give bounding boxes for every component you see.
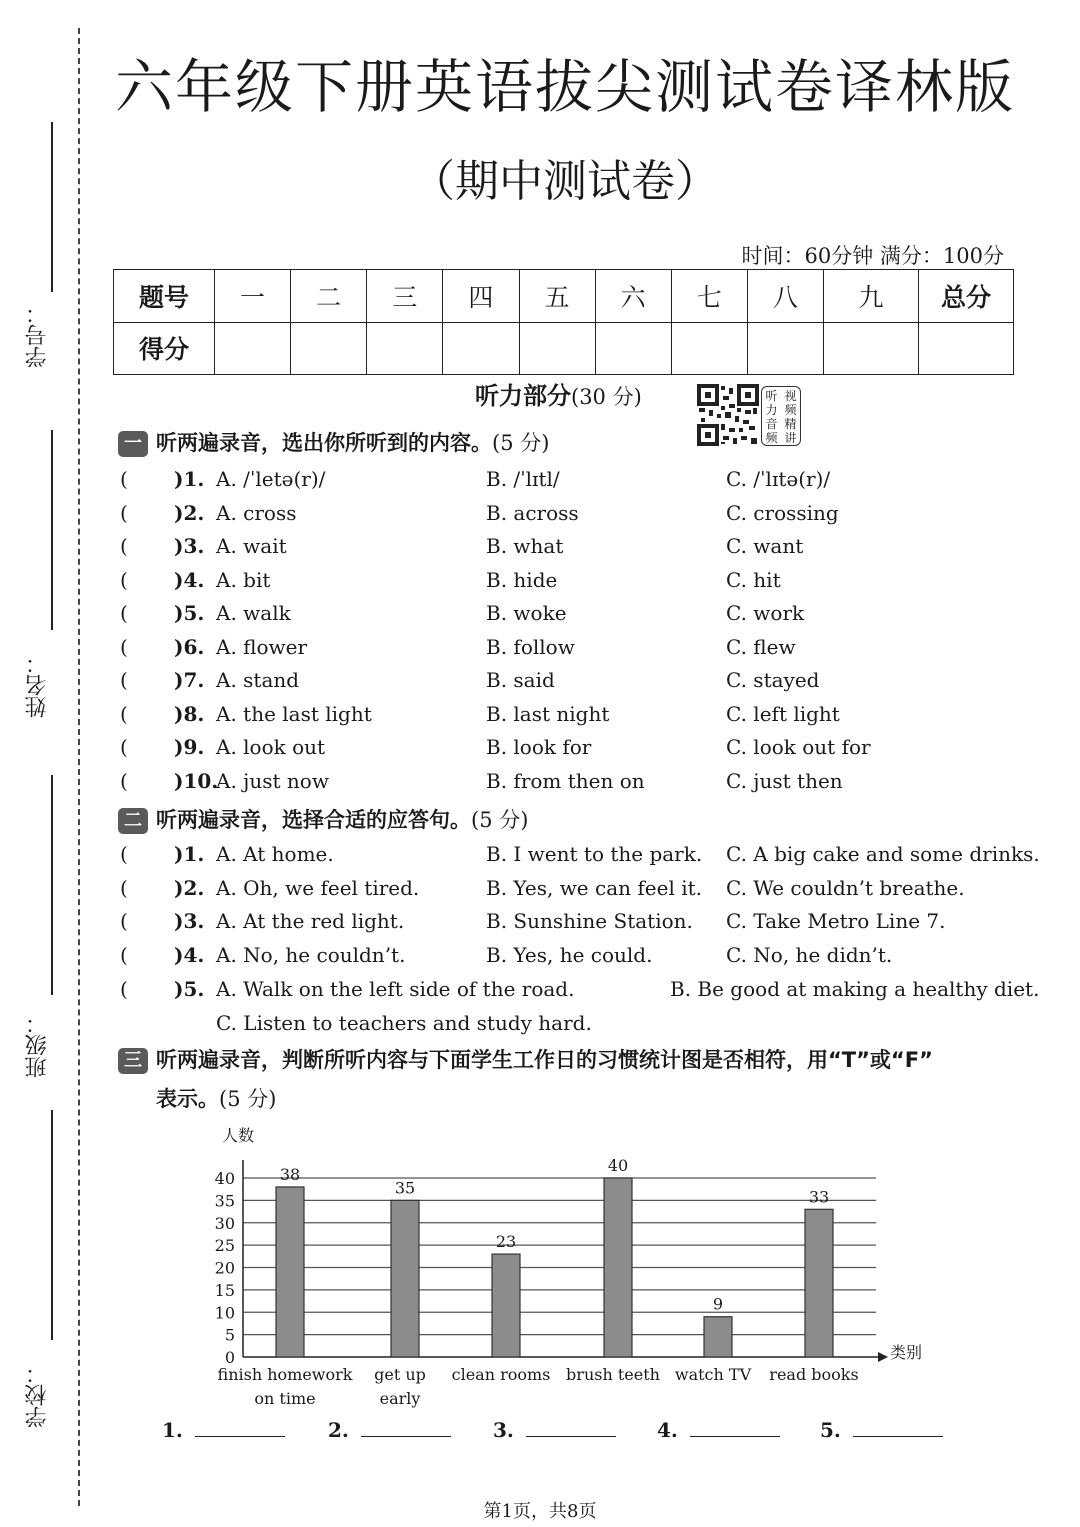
question-number: )2. <box>174 500 205 525</box>
y-tick-label: 30 <box>214 1213 235 1233</box>
data-label: 33 <box>808 1187 830 1207</box>
category-label: on time <box>254 1389 316 1408</box>
option-a: A. flower <box>216 634 308 659</box>
answer-line[interactable] <box>526 1418 616 1437</box>
qr-caption-char: 频 <box>784 403 797 417</box>
y-tick-label: 5 <box>224 1325 235 1345</box>
answer-paren[interactable]: ( <box>120 943 128 968</box>
answer-paren[interactable]: ( <box>120 467 128 491</box>
question-number: )9. <box>174 735 205 759</box>
answer-blank-number: 3. <box>493 1418 514 1442</box>
option-c: C. Take Metro Line 7. <box>726 909 946 934</box>
option-a: A. look out <box>216 735 326 759</box>
section1-points: (5 分) <box>492 431 550 455</box>
qr-caption-char: 视 <box>784 389 797 403</box>
section2-points: (5 分) <box>471 808 529 832</box>
option-b: B. said <box>486 668 555 692</box>
answer-blank-5[interactable] <box>820 1418 943 1442</box>
answer-blank-1[interactable] <box>162 1418 285 1442</box>
y-tick-label: 10 <box>214 1303 235 1323</box>
option-a: A. the last light <box>216 701 372 726</box>
question-number: )8. <box>174 701 205 726</box>
score-col: 二 <box>291 270 367 323</box>
question-number: )2. <box>174 875 205 900</box>
option-c: C. want <box>726 534 804 558</box>
question-number: )6. <box>174 634 205 659</box>
school-label: 学校： <box>25 1362 50 1428</box>
option-a: A. stand <box>216 668 300 692</box>
qr-caption-char: 力 <box>765 403 778 417</box>
time-info: 时间：60分钟 满分：100分 <box>741 244 1004 268</box>
section3-instruction-cont: 表示。 <box>156 1087 219 1111</box>
option-b: B. I went to the park. <box>486 842 703 866</box>
answer-paren[interactable]: ( <box>120 842 128 866</box>
option-a: A. cross <box>216 500 297 525</box>
answer-paren[interactable]: ( <box>120 668 128 692</box>
qr-caption-char: 讲 <box>784 431 797 445</box>
option-a: A. Walk on the left side of the road. <box>216 977 575 1001</box>
option-c: C. stayed <box>726 668 820 692</box>
option-c: C. hit <box>726 567 781 592</box>
option-b: B. Yes, we can feel it. <box>486 875 702 900</box>
option-c: C. look out for <box>726 735 871 759</box>
data-label: 38 <box>279 1164 301 1184</box>
page-footer: 第1页，共8页 <box>483 1501 597 1522</box>
bar <box>704 1317 732 1357</box>
option-c: C. A big cake and some drinks. <box>726 842 1040 866</box>
answer-blank-4[interactable] <box>657 1418 780 1442</box>
y-tick-label: 15 <box>214 1280 235 1300</box>
question-number-header: 题号 <box>114 270 215 323</box>
option-b: B. Yes, he could. <box>486 943 653 968</box>
option-c: C. work <box>726 601 805 625</box>
score-col: 七 <box>671 270 747 323</box>
score-col: 一 <box>215 270 291 323</box>
x-axis-title: 类别 <box>890 1343 923 1362</box>
name-label: 姓名： <box>25 652 50 718</box>
answer-line[interactable] <box>690 1418 780 1437</box>
y-tick-label: 35 <box>214 1191 235 1211</box>
question-number: )5. <box>174 601 205 625</box>
answer-line[interactable] <box>853 1418 943 1437</box>
answer-blank-2[interactable] <box>328 1418 451 1442</box>
option-b: B. /ˈlɪtl/ <box>486 467 560 491</box>
data-label: 35 <box>394 1178 416 1198</box>
category-label: read books <box>769 1365 859 1384</box>
option-b: B. Sunshine Station. <box>486 909 693 934</box>
answer-paren[interactable]: ( <box>120 768 128 793</box>
option-b: B. hide <box>486 567 558 592</box>
class-label: 班级： <box>25 1012 50 1078</box>
answer-blank-number: 1. <box>162 1418 183 1442</box>
y-tick-label: 0 <box>224 1348 235 1367</box>
question-number: )1. <box>174 842 205 866</box>
answer-blank-number: 4. <box>657 1418 678 1442</box>
answer-paren[interactable]: ( <box>120 875 128 900</box>
category-label: clean rooms <box>451 1365 551 1384</box>
question-number: )1. <box>174 467 205 491</box>
answer-blank-number: 5. <box>820 1418 841 1442</box>
bar <box>276 1187 304 1357</box>
answer-line[interactable] <box>195 1418 285 1437</box>
option-a: A. Oh, we feel tired. <box>216 875 420 900</box>
section1-instruction: 听两遍录音，选出你所听到的内容。 <box>156 431 492 455</box>
question-number: )3. <box>174 534 205 558</box>
option-b: B. follow <box>486 634 575 659</box>
option-c: C. Listen to teachers and study hard. <box>216 1011 592 1035</box>
answer-paren[interactable]: ( <box>120 701 128 726</box>
category-label: early <box>379 1389 421 1408</box>
data-label: 40 <box>607 1156 629 1175</box>
score-col: 九 <box>824 270 919 323</box>
section3-badge: 三 <box>118 1048 148 1074</box>
section1-badge: 一 <box>118 431 148 457</box>
option-c: C. We couldn’t breathe. <box>726 875 965 900</box>
qr-caption-char: 听 <box>765 389 778 403</box>
score-col: 八 <box>747 270 823 323</box>
data-label: 9 <box>712 1294 724 1314</box>
question-number: )5. <box>174 977 205 1001</box>
option-a: A. just now <box>216 768 329 793</box>
option-a: A. At home. <box>216 842 334 866</box>
option-c: C. crossing <box>726 500 839 525</box>
option-a: A. At the red light. <box>216 909 405 934</box>
option-a: A. bit <box>216 567 271 592</box>
answer-paren[interactable]: ( <box>120 567 128 592</box>
option-c: C. /ˈlɪtə(r)/ <box>726 467 831 491</box>
option-b: B. what <box>486 534 564 558</box>
listening-part-points: (30 分) <box>571 385 642 409</box>
section3-points: (5 分) <box>219 1087 277 1111</box>
qr-caption-char: 音 <box>765 417 778 431</box>
option-c: C. just then <box>726 768 843 793</box>
answer-line[interactable] <box>361 1418 451 1437</box>
question-number: )4. <box>174 943 205 968</box>
page-subtitle: （期中测试卷） <box>411 156 719 207</box>
option-a: A. walk <box>216 601 291 625</box>
option-a: A. wait <box>216 534 287 558</box>
score-col: 三 <box>367 270 443 323</box>
page-title: 六年级下册英语拔尖测试卷译林版 <box>114 53 1015 121</box>
option-c: C. left light <box>726 701 840 726</box>
bar <box>805 1209 833 1357</box>
answer-paren[interactable]: ( <box>120 909 128 934</box>
option-b: B. woke <box>486 601 567 625</box>
answer-blank-number: 2. <box>328 1418 349 1442</box>
y-tick-label: 25 <box>214 1236 235 1256</box>
total-score-header: 总分 <box>919 270 1014 323</box>
bar <box>492 1254 520 1357</box>
option-c: C. flew <box>726 634 796 659</box>
option-a: A. /ˈletə(r)/ <box>216 467 326 491</box>
option-b: B. look for <box>486 735 592 759</box>
score-col: 五 <box>519 270 595 323</box>
qr-caption-char: 精 <box>784 417 797 431</box>
y-tick-label: 20 <box>214 1258 235 1278</box>
score-col: 六 <box>595 270 671 323</box>
bar <box>391 1200 419 1357</box>
answer-paren[interactable]: ( <box>120 977 128 1001</box>
option-b: B. across <box>486 500 579 525</box>
question-number: )3. <box>174 909 205 934</box>
answer-paren[interactable]: ( <box>120 534 128 558</box>
category-label: brush teeth <box>566 1365 660 1384</box>
option-a: A. No, he couldn’t. <box>216 943 406 968</box>
question-number: )4. <box>174 567 205 592</box>
option-b: B. from then on <box>486 768 645 793</box>
question-number: )10. <box>174 768 219 793</box>
section3-instruction: 听两遍录音，判断所听内容与下面学生工作日的习惯统计图是否相符，用“T”或“F” <box>156 1048 933 1072</box>
x-axis-arrow <box>878 1352 888 1362</box>
answer-paren[interactable]: ( <box>120 500 128 525</box>
category-label: get up <box>374 1365 426 1384</box>
data-label: 23 <box>495 1232 517 1252</box>
bar <box>604 1178 632 1357</box>
option-b: B. last night <box>486 701 610 726</box>
qr-caption-char: 频 <box>765 431 778 445</box>
answer-paren[interactable]: ( <box>120 634 128 659</box>
category-label: finish homework <box>217 1365 353 1384</box>
y-tick-label: 40 <box>214 1169 235 1188</box>
option-b: B. Be good at making a healthy diet. <box>670 977 1040 1001</box>
y-axis-title: 人数 <box>222 1126 255 1145</box>
question-number: )7. <box>174 668 205 692</box>
category-label: watch TV <box>674 1365 752 1384</box>
answer-paren[interactable]: ( <box>120 735 128 759</box>
answer-paren[interactable]: ( <box>120 601 128 625</box>
listening-part-label: 听力部分 <box>475 382 571 410</box>
section2-badge: 二 <box>118 808 148 834</box>
score-col: 四 <box>443 270 519 323</box>
answer-blank-3[interactable] <box>493 1418 616 1442</box>
section2-instruction: 听两遍录音，选择合适的应答句。 <box>156 808 471 832</box>
score-row-label: 得分 <box>114 322 215 375</box>
student-id-label: 学号： <box>25 302 50 368</box>
option-c: C. No, he didn’t. <box>726 943 893 968</box>
